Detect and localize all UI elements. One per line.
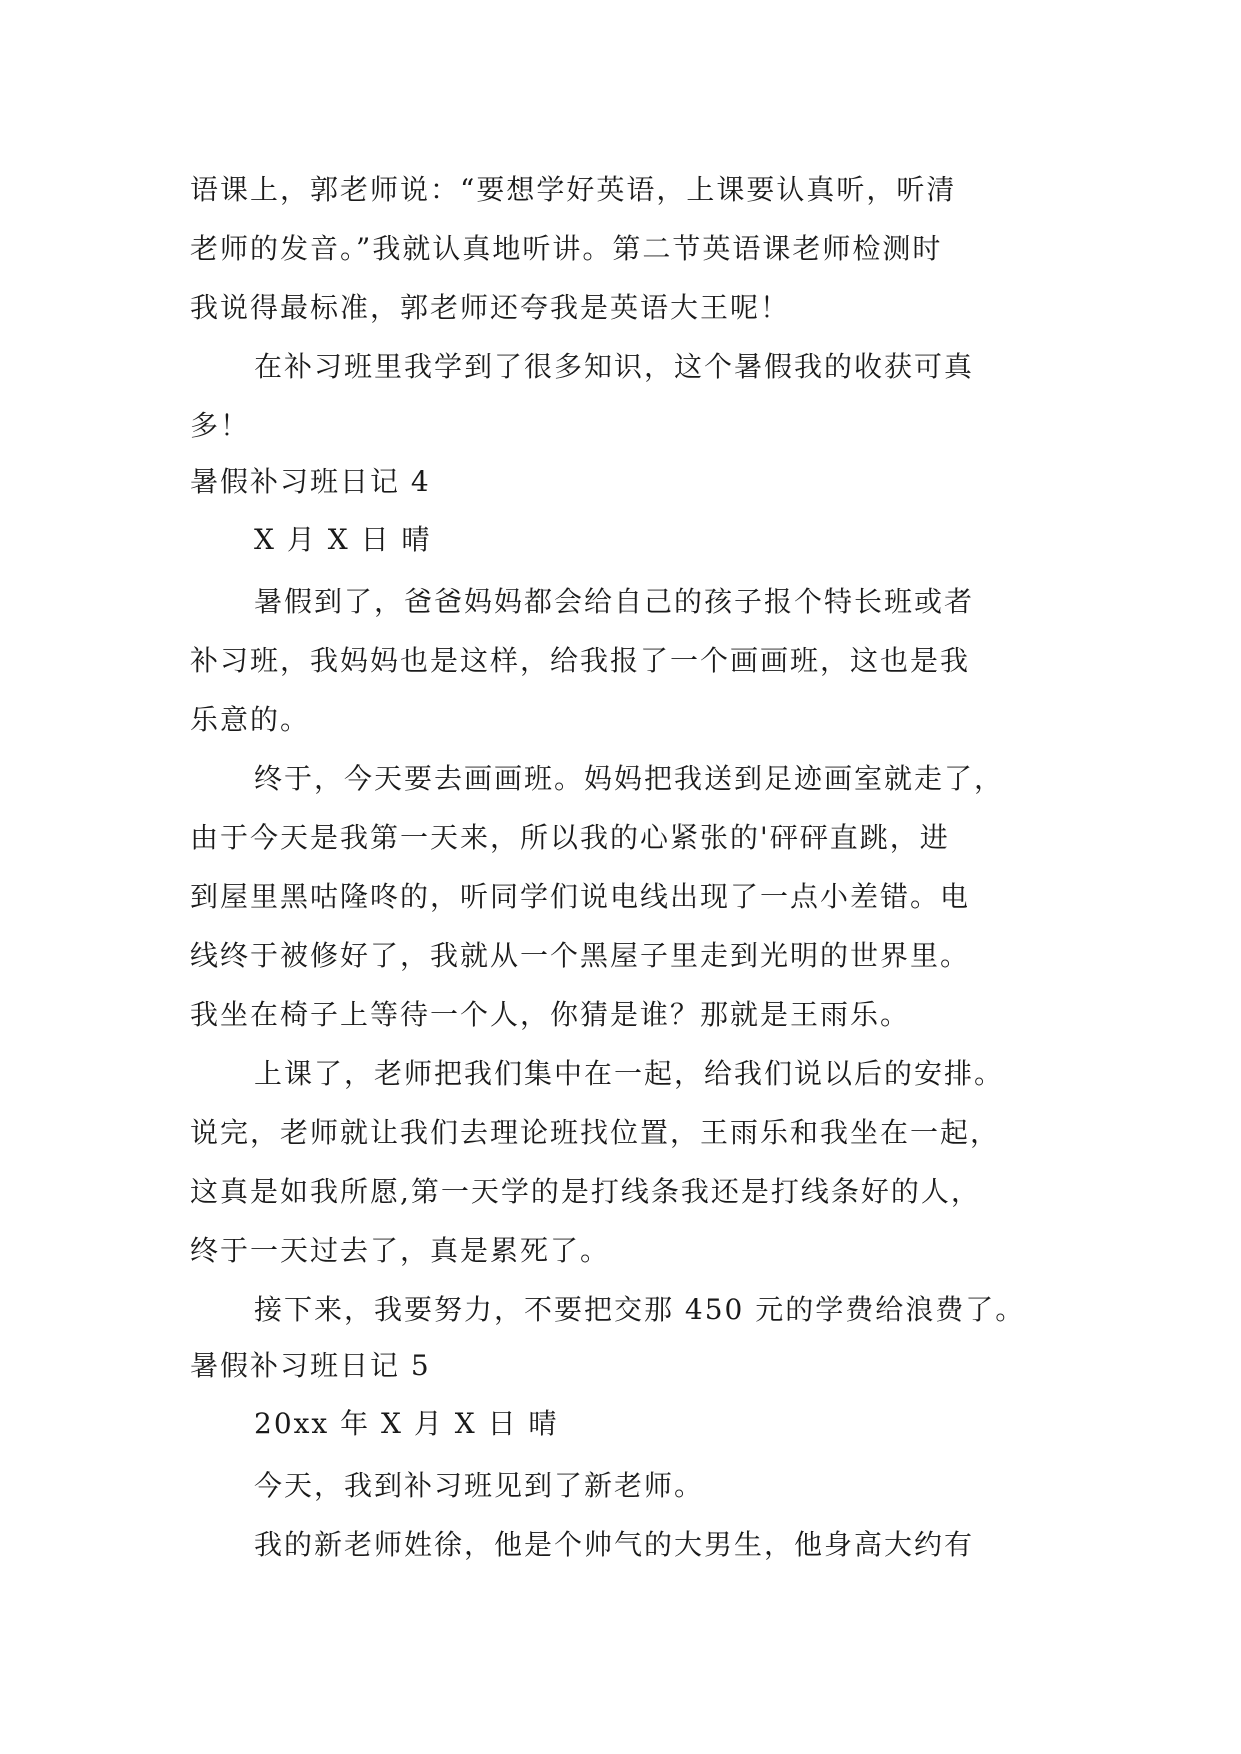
- paragraph-line: 终于，今天要去画画班。妈妈把我送到足迹画室就走了，: [254, 762, 1005, 795]
- paragraph-line: 我坐在椅子上等待一个人，你猜是谁？那就是王雨乐。: [190, 998, 911, 1031]
- diary-date: 20xx 年 X 月 X 日 晴: [254, 1407, 559, 1440]
- paragraph-line: 我说得最标准，郭老师还夸我是英语大王呢！: [190, 291, 791, 324]
- paragraph-line: 由于今天是我第一天来，所以我的心紧张的'砰砰直跳，进: [190, 821, 950, 854]
- paragraph-line: 今天，我到补习班见到了新老师。: [254, 1469, 705, 1502]
- paragraph-line: 乐意的。: [190, 703, 311, 736]
- paragraph-line: 线终于被修好了，我就从一个黑屋子里走到光明的世界里。: [190, 939, 971, 972]
- paragraph-line: 上课了，老师把我们集中在一起，给我们说以后的安排。: [254, 1057, 1005, 1090]
- diary-heading: 暑假补习班日记 4: [190, 465, 431, 498]
- paragraph-line: 接下来，我要努力，不要把交那 450 元的学费给浪费了。: [254, 1293, 1026, 1326]
- paragraph-line: 老师的发音。”我就认真地听讲。第二节英语课老师检测时: [190, 232, 943, 265]
- paragraph-line: 语课上，郭老师说：“要想学好英语，上课要认真听，听清: [190, 173, 957, 206]
- paragraph-line: 终于一天过去了，真是累死了。: [190, 1234, 611, 1267]
- diary-date: X 月 X 日 晴: [254, 523, 432, 556]
- paragraph-line: 暑假到了，爸爸妈妈都会给自己的孩子报个特长班或者: [254, 585, 975, 618]
- paragraph-line: 到屋里黑咕隆咚的，听同学们说电线出现了一点小差错。电: [190, 880, 971, 913]
- diary-heading: 暑假补习班日记 5: [190, 1349, 431, 1382]
- paragraph-line: 补习班，我妈妈也是这样，给我报了一个画画班，这也是我: [190, 644, 971, 677]
- paragraph-line: 在补习班里我学到了很多知识，这个暑假我的收获可真: [254, 350, 975, 383]
- paragraph-line: 这真是如我所愿,第一天学的是打线条我还是打线条好的人，: [190, 1175, 981, 1208]
- document-body: [190, 160, 1050, 1574]
- paragraph-line: 说完，老师就让我们去理论班找位置，王雨乐和我坐在一起，: [190, 1116, 1001, 1149]
- paragraph-line: 我的新老师姓徐，他是个帅气的大男生，他身高大约有: [254, 1528, 975, 1561]
- paragraph-line: 多！: [190, 409, 251, 442]
